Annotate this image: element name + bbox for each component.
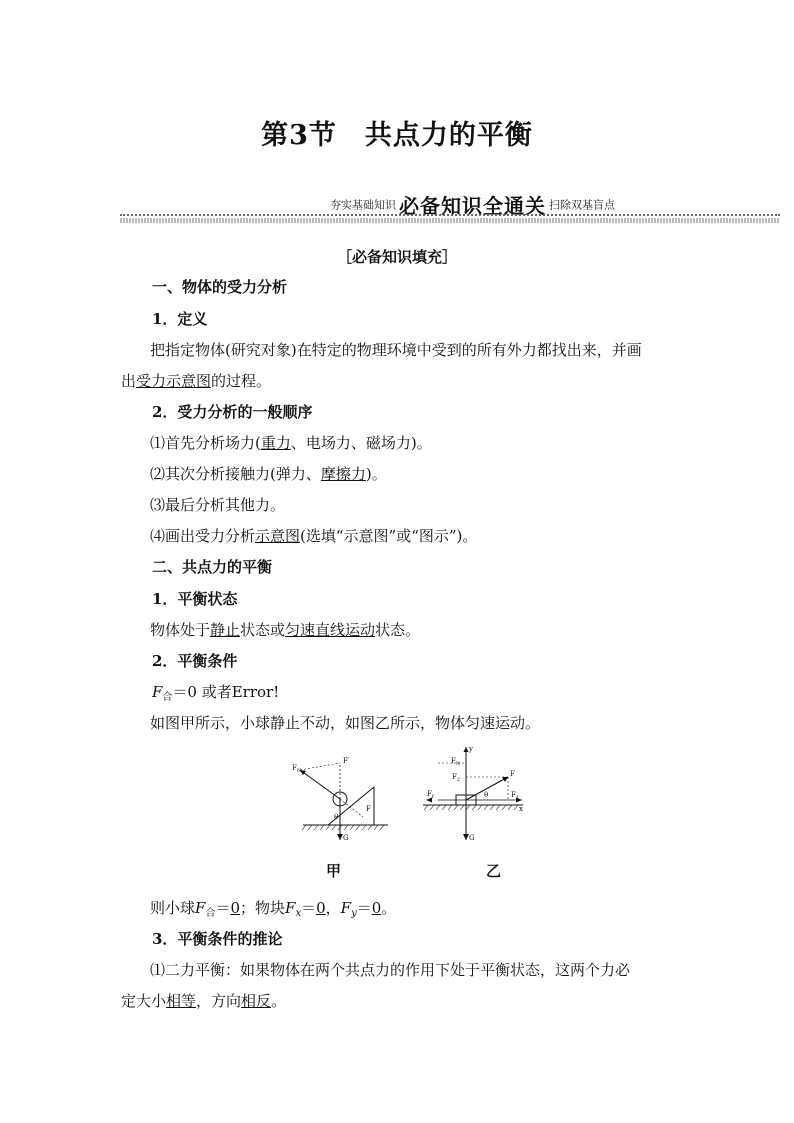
section-heading: ［必备知识填充］	[336, 248, 457, 266]
banner-shade-rule	[120, 218, 780, 223]
banner-dotted-rule	[120, 214, 780, 216]
step-3: ⑶最后分析其他力。	[150, 496, 286, 514]
answer-blank: 0	[316, 899, 326, 917]
heading-force-analysis: 一、物体的受力分析	[152, 278, 288, 296]
label-f1-yi: $F_1$	[511, 791, 520, 801]
answer-blank: 重力	[260, 434, 291, 452]
subheading-order: 2．受力分析的一般顺序	[152, 403, 313, 421]
label-fn-jia: $F_N$	[292, 764, 302, 774]
label-f-yi: F	[510, 770, 515, 778]
page-title: 第3节 共点力的平衡	[261, 120, 533, 151]
subheading-condition: 2．平衡条件	[152, 652, 238, 670]
subheading-state: 1．平衡状态	[152, 590, 238, 608]
section-banner	[120, 190, 780, 230]
subheading-definition: 1．定义	[152, 310, 208, 328]
caption-yi: 乙	[486, 862, 502, 880]
label-theta-jia: θ	[334, 813, 339, 821]
diagram-yi	[423, 745, 523, 842]
caption-jia: 甲	[326, 862, 342, 880]
paragraph-corollary-2: 定大小相等，方向相反。	[121, 992, 287, 1010]
label-g-yi: G	[469, 834, 475, 842]
answer-blank: 0	[230, 899, 240, 917]
step-1: ⑴首先分析场力(重力、电场力、磁场力)。	[150, 434, 432, 452]
label-g-jia: G	[343, 834, 349, 842]
paragraph-corollary-1: ⑴二力平衡：如果物体在两个共点力的作用下处于平衡状态，这两个力必	[150, 961, 631, 979]
answer-blank: 相等	[166, 992, 197, 1010]
label-fn-yi: $F_N$	[451, 757, 461, 767]
answer-blank: 受力示意图	[136, 372, 212, 390]
answer-blank: 0	[371, 899, 382, 917]
diagram-jia	[292, 757, 388, 842]
paragraph-state: 物体处于静止状态或匀速直线运动状态。	[150, 621, 421, 639]
label-f-jia: F	[366, 805, 371, 813]
label-ff-yi: $F_f$	[427, 790, 434, 800]
label-fprime-jia: F′	[343, 757, 350, 765]
answer-blank: 匀速直线运动	[285, 621, 376, 639]
answer-blank: 静止	[210, 621, 241, 639]
equilibrium-equation: $F_合=0$ 或者Error!	[152, 683, 280, 703]
label-theta-yi: θ	[484, 791, 489, 799]
answer-blank: 摩擦力	[320, 465, 366, 483]
result-line: 则小球$F_合=0$；物块$F_x=0$，$F_y=0$。	[150, 899, 397, 919]
banner-center-text: 必备知识全通关	[399, 194, 546, 218]
answer-blank: 示意图	[255, 527, 301, 545]
label-f2-yi: $F_2$	[452, 773, 461, 783]
force-diagrams	[288, 745, 538, 850]
label-y-axis: y	[469, 745, 473, 753]
step-2: ⑵其次分析接触力(弹力、摩擦力)。	[150, 465, 387, 483]
banner-left-text: 夯实基础知识	[330, 198, 396, 212]
heading-equilibrium: 二、共点力的平衡	[152, 558, 273, 576]
answer-blank: 相反	[241, 992, 272, 1010]
paragraph-definition-2: 出受力示意图的过程。	[121, 372, 272, 390]
label-x-axis: x	[519, 805, 523, 813]
step-4: ⑷画出受力分析示意图(选填“示意图”或“图示”)。	[150, 527, 478, 545]
subheading-corollary: 3．平衡条件的推论	[152, 930, 283, 948]
banner-right-text: 扫除双基盲点	[549, 198, 615, 212]
paragraph-definition-1: 把指定物体(研究对象)在特定的物理环境中受到的所有外力都找出来，并画	[150, 341, 642, 359]
paragraph-figures: 如图甲所示，小球静止不动，如图乙所示，物体匀速运动。	[150, 714, 541, 732]
